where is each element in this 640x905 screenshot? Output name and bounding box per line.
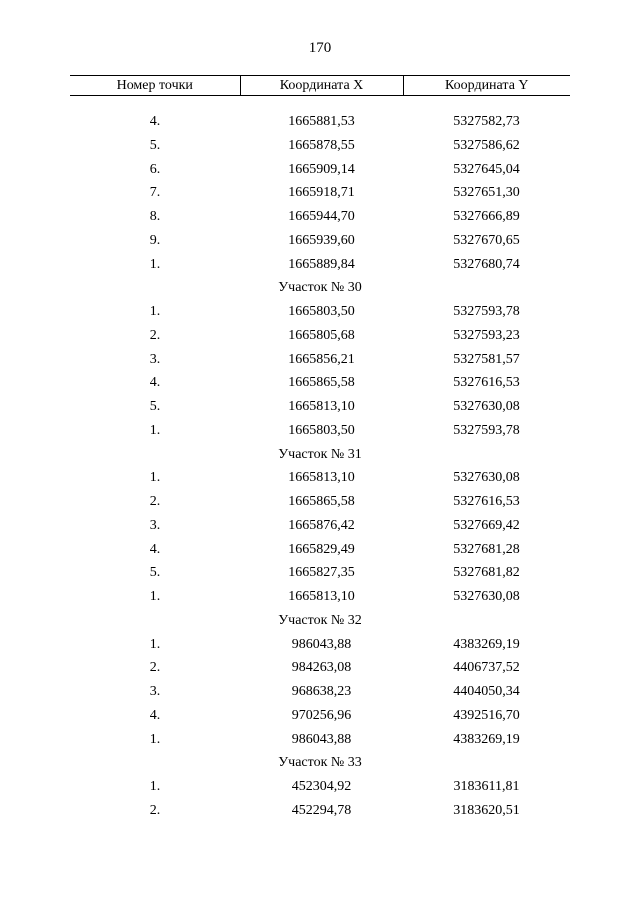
coordinate-x-cell: 968638,23 [291, 684, 352, 699]
point-number-cell: 1. [149, 779, 161, 794]
section-title: Участок № 31 [278, 446, 362, 462]
coordinate-y-cell: 5327616,53 [453, 494, 520, 509]
coordinate-y-cell: 4383269,19 [453, 731, 520, 747]
section-title: Участок № 33 [278, 755, 362, 771]
coordinate-x-cell: 452304,92 [291, 779, 352, 794]
coordinate-y-cell: 5327593,23 [453, 327, 520, 343]
coordinate-y-cell: 5327681,82 [453, 565, 520, 581]
coordinate-x-cell: 1665803,50 [288, 422, 355, 438]
coordinate-x-cell: 1665813,10 [288, 470, 355, 486]
coordinate-x-cell: 970256,96 [291, 707, 352, 723]
page-number: 170 [308, 40, 332, 56]
table-row [70, 538, 570, 562]
table-row [70, 181, 570, 205]
coordinate-x-cell: 1665878,55 [288, 137, 355, 153]
coordinate-y-cell: 5327630,08 [453, 470, 520, 486]
table-row [70, 585, 570, 609]
table-row [70, 466, 570, 490]
point-number-cell: 6. [149, 161, 161, 177]
table-row [70, 656, 570, 680]
table-row [70, 633, 570, 657]
coordinate-x-cell: 1665918,71 [288, 185, 355, 201]
table-row [70, 799, 570, 823]
coordinate-y-cell: 5327586,62 [453, 137, 520, 153]
coordinate-y-cell: 5327630,08 [453, 589, 520, 604]
table-body [70, 96, 570, 823]
coordinate-x-cell: 1665909,14 [288, 161, 355, 177]
coordinate-x-cell: 1665865,58 [288, 494, 355, 509]
point-number-cell: 7. [149, 185, 161, 201]
header-spacer-row [70, 96, 570, 111]
table-row [70, 348, 570, 372]
section-row [70, 276, 570, 300]
coordinate-x-cell: 452294,78 [291, 802, 352, 818]
coordinate-x-cell: 1665827,35 [288, 565, 355, 581]
table-row [70, 253, 570, 277]
coordinate-x-cell: 1665865,58 [288, 375, 355, 391]
point-number-cell: 4. [149, 707, 161, 723]
coordinate-x-cell: 986043,88 [291, 636, 352, 652]
point-number-cell: 2. [149, 660, 161, 676]
table-row [70, 514, 570, 538]
coordinate-x-cell: 1665939,60 [288, 232, 355, 248]
table-row [70, 395, 570, 419]
table-row [70, 704, 570, 728]
point-number-cell: 4. [149, 541, 161, 557]
coordinate-y-cell: 3183611,81 [453, 779, 520, 794]
point-number-cell: 8. [149, 209, 161, 224]
coordinate-x-cell: 986043,88 [291, 731, 352, 747]
coordinate-y-cell: 5327616,53 [453, 375, 520, 391]
coordinate-y-cell: 3183620,51 [453, 802, 520, 818]
point-number-cell: 1. [149, 470, 161, 486]
coordinate-x-cell: 1665889,84 [288, 256, 355, 272]
coordinate-x-cell: 1665803,50 [288, 304, 355, 319]
coordinate-y-cell: 5327593,78 [453, 422, 520, 438]
table-row [70, 775, 570, 799]
coordinate-x-cell: 1665881,53 [288, 114, 355, 129]
table-row [70, 324, 570, 348]
coordinate-x-cell: 1665876,42 [288, 517, 355, 533]
section-row [70, 609, 570, 633]
table-row [70, 158, 570, 182]
coordinate-y-cell: 4392516,70 [453, 707, 520, 723]
header-coordinate-x: Координата X [240, 76, 403, 96]
point-number-cell: 2. [149, 327, 161, 343]
table-row [70, 300, 570, 324]
section-title: Участок № 32 [278, 612, 362, 628]
table-row [70, 490, 570, 514]
coordinate-y-cell: 5327666,89 [453, 209, 520, 224]
coordinates-table [70, 75, 570, 823]
point-number-cell: 4. [149, 375, 161, 391]
table-row [70, 134, 570, 158]
point-number-cell: 2. [149, 494, 161, 509]
coordinate-x-cell: 984263,08 [291, 660, 352, 676]
table-row [70, 561, 570, 585]
point-number-cell: 5. [149, 399, 161, 414]
section-row [70, 443, 570, 467]
header-row [70, 76, 570, 96]
table-row [70, 728, 570, 752]
coordinate-y-cell: 5327582,73 [453, 114, 520, 129]
point-number-cell: 9. [149, 232, 161, 248]
point-number-cell: 4. [149, 114, 161, 129]
point-number-cell: 3. [149, 351, 161, 367]
coordinate-y-cell: 4404050,34 [453, 684, 520, 699]
coordinate-x-cell: 1665944,70 [288, 209, 355, 224]
point-number-cell: 1. [149, 256, 161, 272]
point-number-cell: 5. [149, 137, 161, 153]
point-number-cell: 5. [149, 565, 161, 581]
point-number-cell: 2. [149, 802, 161, 818]
point-number-cell: 3. [149, 684, 161, 699]
coordinate-y-cell: 5327630,08 [453, 399, 520, 414]
table-row [70, 371, 570, 395]
point-number-cell: 1. [149, 422, 161, 438]
coordinate-y-cell: 5327651,30 [453, 185, 520, 201]
point-number-cell: 3. [149, 517, 161, 533]
coordinate-x-cell: 1665856,21 [288, 351, 355, 367]
header-point-number: Номер точки [70, 76, 240, 96]
table-row [70, 110, 570, 134]
coordinate-y-cell: 5327681,28 [453, 541, 520, 557]
coordinate-y-cell: 5327669,42 [453, 517, 520, 533]
table-header [70, 76, 570, 96]
header-coordinate-y: Координата Y [403, 76, 570, 96]
coordinate-x-cell: 1665805,68 [288, 327, 355, 343]
coordinate-y-cell: 4406737,52 [453, 660, 520, 676]
table-row [70, 419, 570, 443]
coordinate-x-cell: 1665813,10 [288, 589, 355, 604]
coordinate-x-cell: 1665813,10 [288, 399, 355, 414]
coordinate-x-cell: 1665829,49 [288, 541, 355, 557]
table-row [70, 205, 570, 229]
coordinate-y-cell: 5327645,04 [453, 161, 520, 177]
coordinate-y-cell: 5327581,57 [453, 351, 520, 367]
point-number-cell: 1. [149, 731, 161, 747]
point-number-cell: 1. [149, 636, 161, 652]
table-row [70, 680, 570, 704]
table-row [70, 229, 570, 253]
coordinate-y-cell: 5327680,74 [453, 256, 520, 272]
coordinate-y-cell: 5327593,78 [453, 304, 520, 319]
section-title: Участок № 30 [278, 280, 362, 296]
coordinate-y-cell: 5327670,65 [453, 232, 520, 248]
coordinate-y-cell: 4383269,19 [453, 636, 520, 652]
section-row [70, 751, 570, 775]
point-number-cell: 1. [149, 589, 161, 604]
point-number-cell: 1. [149, 304, 161, 319]
